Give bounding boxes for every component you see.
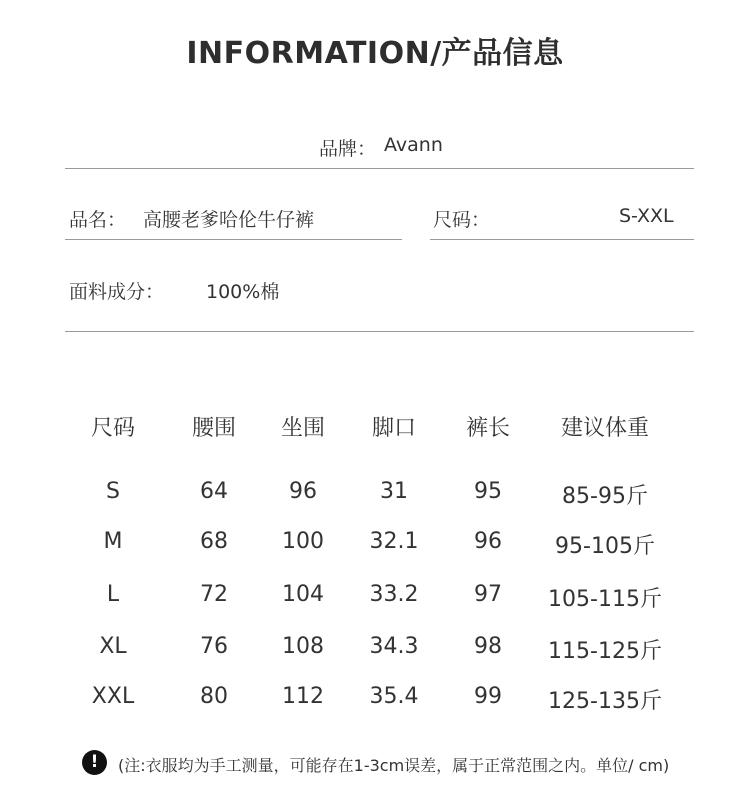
table-cell: 108 xyxy=(282,634,324,659)
table-cell: 64 xyxy=(200,479,228,504)
name-divider xyxy=(65,239,402,240)
table-cell: 99 xyxy=(474,684,502,709)
table-cell: XXL xyxy=(91,684,135,709)
table-cell: 72 xyxy=(200,582,228,607)
table-cell: 100 xyxy=(282,529,324,554)
brand-label: 品牌： xyxy=(319,138,377,160)
table-cell: 96 xyxy=(474,529,502,554)
table-cell: S xyxy=(106,479,120,504)
table-cell: 96 xyxy=(289,479,317,504)
table-cell: 31 xyxy=(380,479,408,504)
table-cell: 35.4 xyxy=(369,684,419,709)
table-cell: 34.3 xyxy=(369,634,419,659)
fabric-value: 100%棉 xyxy=(206,281,280,303)
exclamation-icon: ! xyxy=(82,750,107,775)
table-cell: 104 xyxy=(282,582,324,607)
table-cell: 115-125斤 xyxy=(548,639,662,664)
fabric-divider xyxy=(65,331,694,332)
table-header-weight: 建议体重 xyxy=(560,416,649,441)
table-cell: XL xyxy=(99,634,127,659)
table-cell: 68 xyxy=(200,529,228,554)
table-cell: 80 xyxy=(200,684,228,709)
table-cell: 95-105斤 xyxy=(555,534,655,559)
size-value: S-XXL xyxy=(619,205,674,227)
table-header-length: 裤长 xyxy=(465,416,510,441)
brand-divider xyxy=(65,168,694,169)
table-header-waist: 腰围 xyxy=(191,416,236,441)
table-cell: 105-115斤 xyxy=(548,587,662,612)
table-cell: M xyxy=(103,529,123,554)
table-header-hip: 坐围 xyxy=(280,416,325,441)
table-cell: 32.1 xyxy=(369,529,419,554)
table-cell: 76 xyxy=(200,634,228,659)
table-cell: L xyxy=(106,582,120,607)
size-label: 尺码： xyxy=(433,209,491,231)
measurement-note: (注:衣服均为手工测量，可能存在1-3cm误差，属于正常范围之内。单位/ cm) xyxy=(118,756,670,775)
table-header-hem: 脚口 xyxy=(371,416,416,441)
table-cell: 112 xyxy=(282,684,324,709)
table-cell: 125-135斤 xyxy=(548,689,662,714)
fabric-label: 面料成分： xyxy=(69,281,165,303)
size-divider xyxy=(430,239,694,240)
table-header-size: 尺码 xyxy=(90,416,135,441)
name-value: 高腰老爹哈伦牛仔裤 xyxy=(143,209,315,231)
table-cell: 97 xyxy=(474,582,502,607)
page-title: INFORMATION/产品信息 xyxy=(186,36,564,71)
name-label: 品名： xyxy=(69,209,127,231)
brand-value: Avann xyxy=(384,134,443,156)
table-cell: 85-95斤 xyxy=(562,484,648,509)
table-cell: 98 xyxy=(474,634,502,659)
table-cell: 33.2 xyxy=(369,582,419,607)
table-cell: 95 xyxy=(474,479,502,504)
